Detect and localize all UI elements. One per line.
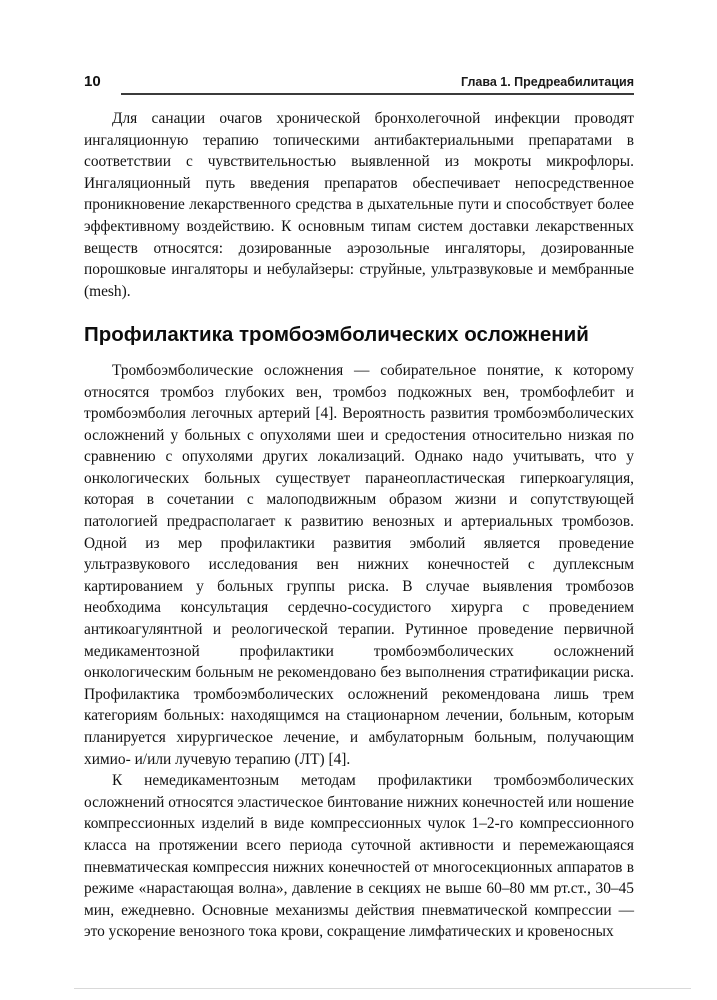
paragraph: Для санации очагов хронической бронхолегочной инфекции проводят ингаляционную терапию топическими антибактериальными препаратами в соответствии с чувствительностью выявленной из мокроты микрофлоры. Ингаляционный путь введения препаратов обеспечивает непосредственное проникновение лекарственного средства в дыхательные пути и способствует более эффективному воздействию. К основным типам систем доставки лекарственных веществ относятся: дозированные аэрозольные ингаляторы, дозированные порошковые ингаляторы и небулайзеры: струйные, ультразвуковые и мембранные (mesh). bbox=[84, 110, 634, 300]
running-head bbox=[84, 74, 634, 89]
section-heading: Профилактика тромбоэмболических осложнений bbox=[84, 323, 589, 347]
page-number: 10 bbox=[84, 73, 101, 90]
chapter-title: Глава 1. Предреабилитация bbox=[460, 74, 634, 89]
page-edge-line bbox=[74, 988, 691, 989]
header-rule bbox=[121, 93, 634, 95]
page-body bbox=[84, 108, 634, 943]
paragraph: Тромбоэмболические осложнения — собирательное понятие, к которому относятся тромбоз глубоких вен, тромбоз подкожных вен, тромбофлебит и тромбоэмболия легочных артерий [4]. Вероятность развития тромбоэмболических осложнений у больных с опухолями шеи и средостения относительно низкая по сравнению с опухолями других локализаций. Однако надо учитывать, что у онкологических больных существует паранеопластическая гиперкоагуляция, которая в сочетании с малоподвижным образом жизни и сопутствующей патологией предрасполагает к развитию венозных и артериальных тромбозов. Одной из мер профилактики развития эмболий является проведение ультразвукового исследования вен нижних конечностей с дуплексным картированием у больных группы риска. В случае выявления тромбозов необходима консультация сердечно-сосудистого хирурга с проведением антикоагулянтной и реологической терапии. Рутинное проведение первичной медикаментозной профилактики тромбоэмболических осложнений онкологическим больным не рекомендовано без выполнения стратификации риска. Профилактика тромбоэмболических осложнений рекомендована лишь трем категориям больных: находящимся на стационарном лечении, больным, которым планируется хирургическое лечение, и амбулаторным больным, получающим химио- и/или лучевую терапию (ЛТ) [4]. bbox=[84, 361, 634, 768]
paragraph: К немедикаментозным методам профилактики тромбоэмболических осложнений относятся эластическое бинтование нижних конечностей или ношение компрессионных изделий в виде компрессионных чулок 1–2-го компрессионного класса на протяжении всего периода суточной активности и перемежающаяся пневматическая компрессия нижних конечностей от многосекционных аппаратов в режиме «нарастающая волна», давление в секциях не выше 60–80 мм рт.ст., 30–45 мин, ежедневно. Основные механизмы действия пневматической компрессии — это ускорение венозного тока крови, сокращение лимфатических и кровеносных bbox=[84, 772, 634, 941]
